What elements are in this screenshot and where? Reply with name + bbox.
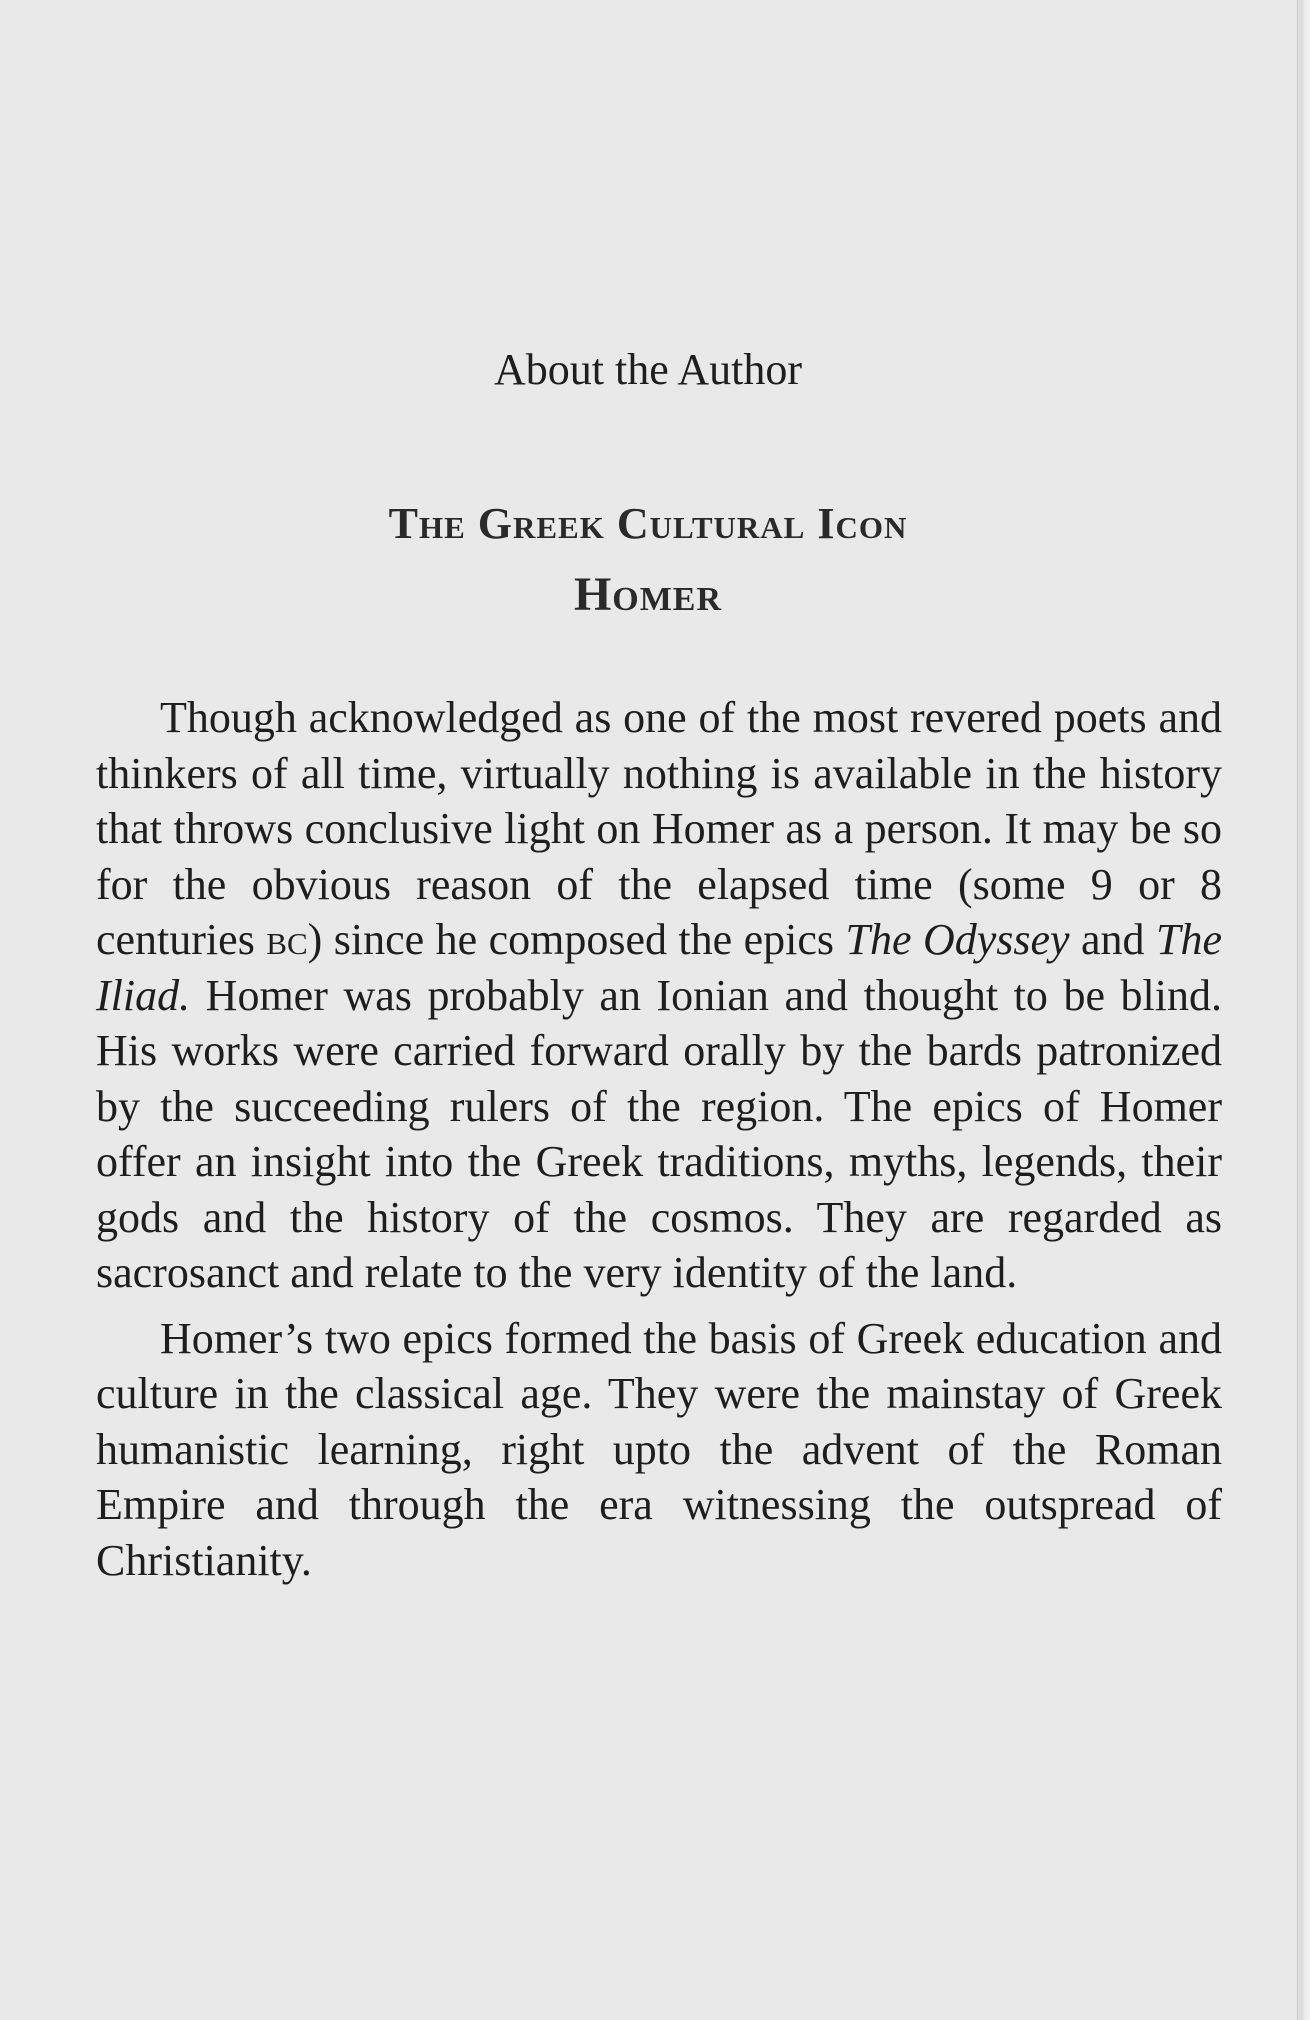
section-label: About the Author — [494, 345, 802, 394]
page-edge-line — [1297, 0, 1298, 2020]
body-text — [96, 690, 1222, 1598]
work-title-odyssey: The Odyssey — [845, 915, 1070, 964]
work-title-iliad: The Iliad. — [96, 915, 1222, 1020]
era-abbreviation: bc — [266, 915, 308, 964]
paragraph-1 — [96, 690, 1222, 1301]
paragraph-2: Homer’s two epics formed the basis of Greek education and culture in the classical age. They were the mainstay of Greek humanistic learning, right upto the advent of the Roman Empire and through the era witnessing the outspread of Christianity. — [96, 1313, 1222, 1585]
paragraph-1-text-b: ) since he composed the epics — [307, 915, 846, 964]
paragraph-1-text-c: and — [1069, 915, 1156, 964]
author-name: Homer — [573, 568, 723, 621]
paragraph-1-text-d: Homer was probably an Ionian and thought to be blind. His works were carried forward orally by the bards patronized by the succeeding rulers of the region. The epics of Homer offer an insight into the Greek traditions, myths, legends, their gods and the history of the cosmos. They are regarded as sacrosanct and relate to the very identity of the land. — [96, 970, 1222, 1297]
subtitle: The Greek Cultural Icon — [388, 499, 908, 548]
page-edge — [1296, 0, 1310, 2020]
paragraph-1-text-a: Though acknowledged as one of the most revered poets and thinkers of all time, virtually nothing is available in the history that throws conclusive light on Homer as a person. It may be so for the obvious reason of the elapsed time (some 9 or 8 centuries — [96, 693, 1222, 964]
